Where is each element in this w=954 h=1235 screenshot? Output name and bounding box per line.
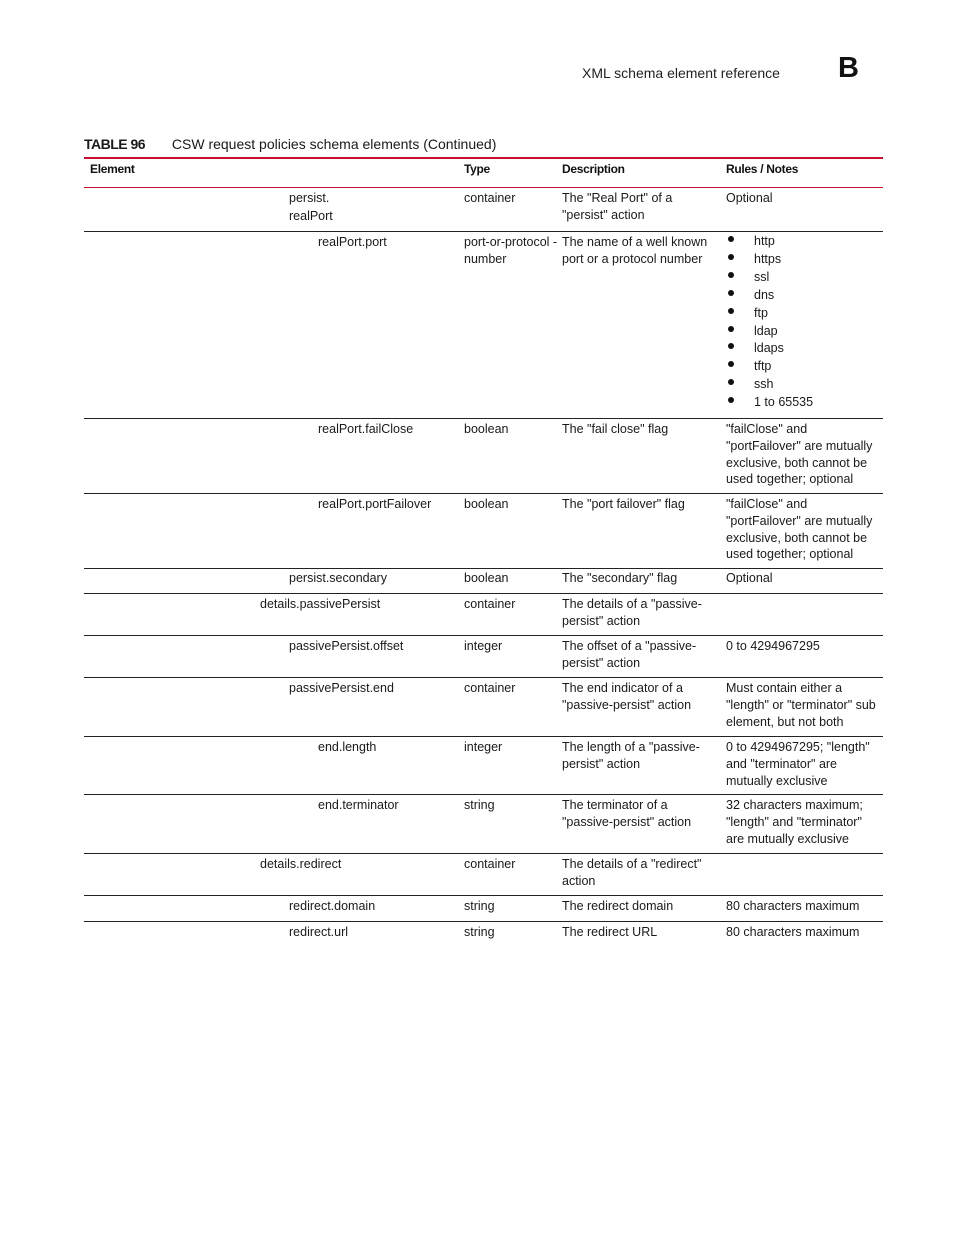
list-item: tftp bbox=[726, 358, 881, 376]
element-description: The details of a "redirect" action bbox=[562, 857, 702, 888]
element-type: integer bbox=[464, 740, 503, 754]
row-divider bbox=[84, 418, 883, 419]
row-divider bbox=[84, 736, 883, 737]
row-divider bbox=[84, 895, 883, 896]
element-type: integer bbox=[464, 639, 503, 653]
element-type: boolean bbox=[464, 497, 509, 511]
element-name: persist.secondary bbox=[289, 571, 387, 585]
list-item: 1 to 65535 bbox=[726, 394, 881, 412]
element-description: The length of a "passive-persist" action bbox=[562, 740, 700, 771]
element-description: The "fail close" flag bbox=[562, 422, 669, 436]
element-name: passivePersist.offset bbox=[289, 639, 404, 653]
element-rules: Optional bbox=[726, 191, 773, 205]
running-header-title: XML schema element reference bbox=[582, 65, 780, 81]
element-type: container bbox=[464, 681, 516, 695]
element-rules: 32 characters maximum; "length" and "terminator" are mutually exclusive bbox=[726, 798, 863, 846]
column-header-description: Description bbox=[562, 162, 625, 176]
element-type: boolean bbox=[464, 422, 509, 436]
row-divider bbox=[84, 677, 883, 678]
element-description: The redirect URL bbox=[562, 925, 658, 939]
list-item: ldaps bbox=[726, 340, 881, 358]
element-description: The name of a well known port or a protocol number bbox=[562, 235, 708, 266]
row-divider bbox=[84, 568, 883, 569]
element-description: The "port failover" flag bbox=[562, 497, 685, 511]
element-description: The redirect domain bbox=[562, 899, 674, 913]
header-bottom-rule bbox=[84, 187, 883, 188]
element-type: container bbox=[464, 857, 516, 871]
element-rules: "failClose" and "portFailover" are mutually exclusive, both cannot be used together; optional bbox=[726, 422, 873, 487]
list-item: https bbox=[726, 251, 881, 269]
row-divider bbox=[84, 853, 883, 854]
element-type: string bbox=[464, 899, 495, 913]
element-name: redirect.url bbox=[289, 925, 349, 939]
element-description: The terminator of a "passive-persist" action bbox=[562, 798, 692, 829]
element-rules: Must contain either a "length" or "terminator" sub element, but not both bbox=[726, 681, 876, 729]
element-rules: 80 characters maximum bbox=[726, 925, 860, 939]
element-rules-list bbox=[726, 233, 881, 412]
element-description: The offset of a "passive-persist" action bbox=[562, 639, 697, 670]
element-rules: Optional bbox=[726, 571, 773, 585]
table-title: CSW request policies schema elements (Continued) bbox=[171, 136, 497, 152]
element-type: container bbox=[464, 597, 516, 611]
column-header-rules: Rules / Notes bbox=[726, 162, 799, 176]
element-line: persist. bbox=[289, 191, 330, 205]
row-divider bbox=[84, 794, 883, 795]
element-name: details.passivePersist bbox=[260, 597, 381, 611]
element-name: redirect.domain bbox=[289, 899, 376, 913]
element-type: string bbox=[464, 798, 495, 812]
appendix-letter: B bbox=[838, 52, 859, 84]
element-name: realPort.port bbox=[318, 235, 387, 249]
element-rules: 0 to 4294967295; "length" and "terminator" are mutually exclusive bbox=[726, 740, 870, 788]
table-caption bbox=[84, 136, 496, 152]
element-name: end.length bbox=[318, 740, 377, 754]
element-name: passivePersist.end bbox=[289, 681, 394, 695]
row-divider bbox=[84, 593, 883, 594]
row-divider bbox=[84, 635, 883, 636]
list-item: dns bbox=[726, 287, 881, 305]
row-divider bbox=[84, 921, 883, 922]
element-name bbox=[289, 190, 333, 225]
table-number: TABLE 96 bbox=[84, 136, 146, 152]
element-type: port-or-protocol -number bbox=[464, 235, 558, 266]
column-header-type: Type bbox=[464, 162, 490, 176]
element-description: The "Real Port" of a "persist" action bbox=[562, 191, 673, 222]
element-description: The end indicator of a "passive-persist" action bbox=[562, 681, 692, 712]
element-rules: 0 to 4294967295 bbox=[726, 639, 820, 653]
element-rules: 80 characters maximum bbox=[726, 899, 860, 913]
row-divider bbox=[84, 493, 883, 494]
column-header-element: Element bbox=[90, 162, 135, 176]
element-name: details.redirect bbox=[260, 857, 342, 871]
element-line: realPort bbox=[289, 208, 333, 223]
element-description: The "secondary" flag bbox=[562, 571, 678, 585]
list-item: ftp bbox=[726, 305, 881, 323]
table-top-rule bbox=[84, 157, 883, 159]
element-description: The details of a "passive-persist" action bbox=[562, 597, 702, 628]
list-item: ssl bbox=[726, 269, 881, 287]
list-item: ssh bbox=[726, 376, 881, 394]
list-item: http bbox=[726, 233, 881, 251]
element-name: realPort.portFailover bbox=[318, 497, 432, 511]
list-item: ldap bbox=[726, 323, 881, 341]
element-name: end.terminator bbox=[318, 798, 399, 812]
element-name: realPort.failClose bbox=[318, 422, 414, 436]
element-rules: "failClose" and "portFailover" are mutually exclusive, both cannot be used together; optional bbox=[726, 497, 873, 562]
element-type: container bbox=[464, 191, 516, 205]
element-type: string bbox=[464, 925, 495, 939]
element-type: boolean bbox=[464, 571, 509, 585]
row-divider bbox=[84, 231, 883, 232]
